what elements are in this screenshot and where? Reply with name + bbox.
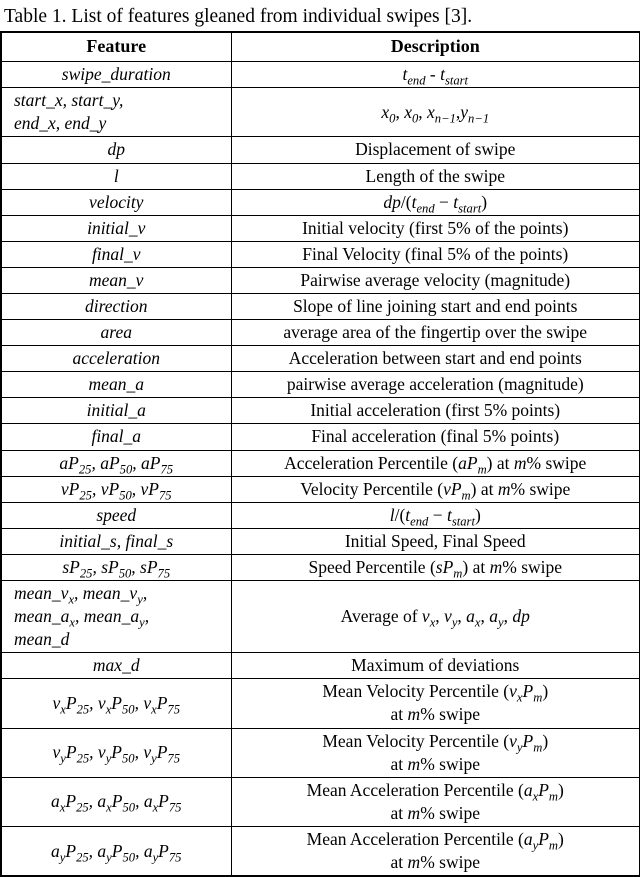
description-cell: Maximum of deviations [231, 653, 640, 679]
table-row [1, 476, 640, 502]
feature-cell: start_x, start_y, end_x, end_y [1, 88, 231, 137]
description-cell: Acceleration Percentile $(aP_m)$ at m% swipe [231, 450, 640, 476]
description-cell: Final acceleration (final 5% points) [231, 424, 640, 450]
feature-cell: mean_v [1, 267, 231, 293]
description-cell: Mean Acceleration Percentile $(a_xP_m)$ at m% swipe [231, 777, 640, 826]
feature-cell: velocity [1, 189, 231, 215]
description-cell: Average of $v_x$, $v_y$, $a_x$, $a_y$, dp [231, 581, 640, 653]
feature-cell: $v_xP_{25}$, $v_xP_{50}$, $v_xP_{75}$ [1, 679, 231, 728]
description-cell: $l/(t_{end} - t_{start})$ [231, 502, 640, 528]
table-caption: Table 1. List of features gleaned from individual swipes [3]. [4, 6, 473, 27]
table-row [1, 215, 640, 241]
feature-cell: area [1, 320, 231, 346]
table-header [1, 32, 640, 61]
feature-cell: $a_xP_{25}$, $a_xP_{50}$, $a_xP_{75}$ [1, 777, 231, 826]
description-cell: Final Velocity (final 5% of the points) [231, 241, 640, 267]
features-table [0, 31, 640, 877]
column-header-description: Description [231, 32, 640, 61]
feature-cell: max_d [1, 653, 231, 679]
column-header-feature: Feature [1, 32, 231, 61]
feature-cell: direction [1, 293, 231, 319]
description-cell: Initial Speed, Final Speed [231, 528, 640, 554]
feature-cell: final_v [1, 241, 231, 267]
description-cell: Initial velocity (first 5% of the points) [231, 215, 640, 241]
feature-cell: acceleration [1, 346, 231, 372]
description-cell: average area of the fingertip over the swipe [231, 320, 640, 346]
description-cell: $x_0$, $x_0$, $x_{n-1},y_{n-1}$ [231, 88, 640, 137]
table-row [1, 424, 640, 450]
description-cell: Pairwise average velocity (magnitude) [231, 267, 640, 293]
description-cell: Mean Acceleration Percentile $(a_yP_m)$ at m% swipe [231, 826, 640, 876]
table-row [1, 728, 640, 777]
table-row [1, 679, 640, 728]
table-body [1, 62, 640, 877]
feature-cell: dp [1, 137, 231, 163]
table-row [1, 320, 640, 346]
description-cell: pairwise average acceleration (magnitude) [231, 372, 640, 398]
description-cell: Velocity Percentile $(vP_m)$ at m% swipe [231, 476, 640, 502]
table-row [1, 346, 640, 372]
feature-cell: swipe_duration [1, 62, 231, 88]
feature-cell: mean_a [1, 372, 231, 398]
table-row [1, 554, 640, 580]
feature-cell: l [1, 163, 231, 189]
table-row [1, 826, 640, 876]
table-row [1, 267, 640, 293]
feature-cell: $mean\_v_x$, $mean\_v_y$, $mean\_a_x$, $mean\_a_y$, mean_d [1, 581, 231, 653]
description-cell: Acceleration between start and end points [231, 346, 640, 372]
table-row [1, 581, 640, 653]
description-cell: $dp/(t_{end} - t_{start})$ [231, 189, 640, 215]
feature-cell: $sP_{25}$, $sP_{50}$, $sP_{75}$ [1, 554, 231, 580]
feature-cell: initial_a [1, 398, 231, 424]
feature-cell: initial_v [1, 215, 231, 241]
feature-cell: initial_s, final_s [1, 528, 231, 554]
table-row [1, 293, 640, 319]
table-row [1, 777, 640, 826]
header-row [1, 32, 640, 61]
feature-cell: $v_yP_{25}$, $v_yP_{50}$, $v_yP_{75}$ [1, 728, 231, 777]
description-cell: Slope of line joining start and end points [231, 293, 640, 319]
table-row [1, 137, 640, 163]
feature-cell: $aP_{25}$, $aP_{50}$, $aP_{75}$ [1, 450, 231, 476]
description-cell: $t_{end} - t_{start}$ [231, 62, 640, 88]
table-row [1, 528, 640, 554]
table-row [1, 653, 640, 679]
table-row [1, 398, 640, 424]
description-cell: Speed Percentile $(sP_m)$ at m% swipe [231, 554, 640, 580]
feature-cell: $a_yP_{25}$, $a_yP_{50}$, $a_yP_{75}$ [1, 826, 231, 876]
description-cell: Mean Velocity Percentile $(v_xP_m)$ at m% swipe [231, 679, 640, 728]
table-row [1, 163, 640, 189]
table-row [1, 241, 640, 267]
description-cell: Displacement of swipe [231, 137, 640, 163]
feature-cell: speed [1, 502, 231, 528]
table-row [1, 450, 640, 476]
feature-cell: final_a [1, 424, 231, 450]
table-row [1, 372, 640, 398]
table-row [1, 189, 640, 215]
table-row [1, 502, 640, 528]
description-cell: Initial acceleration (first 5% points) [231, 398, 640, 424]
feature-cell: $vP_{25}$, $vP_{50}$, $vP_{75}$ [1, 476, 231, 502]
description-cell: Length of the swipe [231, 163, 640, 189]
table-row [1, 88, 640, 137]
description-cell: Mean Velocity Percentile $(v_yP_m)$ at m% swipe [231, 728, 640, 777]
table-row [1, 62, 640, 88]
